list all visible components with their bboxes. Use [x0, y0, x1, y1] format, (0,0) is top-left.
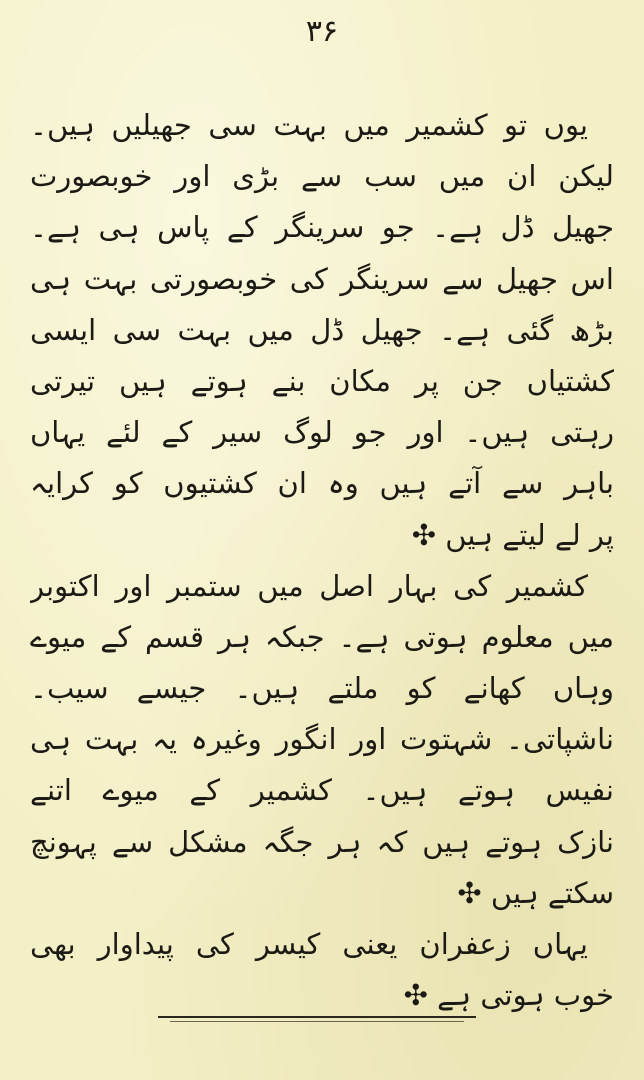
paragraph-saffron — [30, 919, 614, 1021]
text-line: کشمیر کی بہار اصل میں ستمبر اور اکتوبر — [30, 568, 588, 603]
footer-rule-thin — [170, 1021, 464, 1022]
text-line: میں معلوم ہوتی ہے۔ جبکہ ہر قسم کے میوے — [30, 619, 614, 654]
text-line: پر لے لیتے ہیں ✣ — [411, 517, 614, 552]
text-line: نفیس ہوتے ہیں۔ کشمیر کے میوے اتنے — [30, 773, 614, 808]
text-line: نازک ہوتے ہیں کہ ہر جگہ مشکل سے پہونچ — [30, 824, 614, 859]
text-line: یوں تو کشمیر میں بہت سی جھیلیں ہیں۔ — [30, 108, 588, 142]
text-line: ناشپاتی۔ شہتوت اور انگور وغیرہ یہ بہت ہی — [30, 722, 614, 757]
text-line: اس جھیل سے سرینگر کی خوبصورتی بہت ہی — [30, 261, 614, 296]
text-line: خوب ہوتی ہے ✣ — [403, 978, 614, 1013]
text-line: باہر سے آتے ہیں وہ ان کشتیوں کو کرایہ — [30, 466, 614, 501]
paragraph-fruits — [30, 561, 614, 919]
text-line: بڑھ گئی ہے۔ جھیل ڈل میں بہت سی ایسی — [30, 312, 614, 347]
text-line: جھیل ڈل ہے۔ جو سرینگر کے پاس ہی ہے۔ — [30, 210, 614, 245]
text-line: لیکن ان میں سب سے بڑی اور خوبصورت — [30, 159, 614, 194]
footer-rule — [158, 1016, 476, 1018]
text-line: رہتی ہیں۔ اور جو لوگ سیر کے لئے یہاں — [30, 415, 614, 450]
paragraph-lakes — [30, 100, 614, 561]
page-number: ۳۶ — [305, 14, 339, 49]
body-text — [30, 100, 614, 1021]
text-line: سکتے ہیں ✣ — [457, 875, 614, 910]
text-line: یہاں زعفران یعنی کیسر کی پیداوار بھی — [30, 927, 588, 961]
text-line: وہاں کھانے کو ملتے ہیں۔ جیسے سیب۔ — [30, 671, 614, 706]
text-line: کشتیاں جن پر مکان بنے ہوتے ہیں تیرتی — [30, 363, 614, 398]
